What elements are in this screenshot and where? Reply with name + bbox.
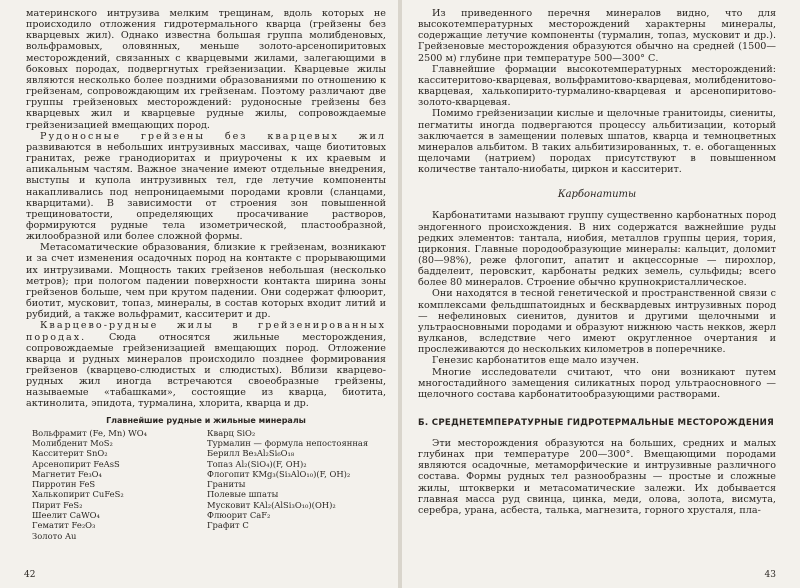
mineral-entry: Шеелит CaWO₄ [32, 510, 100, 520]
mineral-entry: Вольфрамит (Fe, Mn) WO₄ [32, 427, 148, 438]
section-heading: Карбонатиты [557, 189, 637, 201]
paragraph: Генезис карбонатитов еще мало изучен. [432, 355, 640, 367]
paragraph: Карбонатитами называют группу существенно карбонатных пород эндогенного происхождения. В них содержатся важнейшие руды редких элементов: тантала, ниобия, металлов группы церия, тория, циркония. Главные породообразующие минералы: кальцит, доломит (80—98%), реже флогопит, апатит и акцессорные — пирохлор, бадделеит, перовскит, карбонаты редких земель, сульфиды; всего более 80 минералов. Строение обычно крупнокристаллическое. [418, 210, 776, 289]
mineral-entry: Молибденит MoS₂ [32, 437, 113, 448]
mineral-entry: Граниты [207, 479, 246, 490]
paragraph [26, 320, 386, 409]
paragraph: Помимо грейзенизации кислые и щелочные гранитоиды, сиениты, пегматиты иногда подвергаются процессу альбитизации, который заключается в замещении полевых шпатов, кварца и темноцветных минералов альбитом. В таких альбитизированных, т. е. обогащенных щелочами (натрием) породах присутствуют в повышенном количестве тантало-ниобаты, циркон и касситерит. [418, 108, 776, 176]
mineral-entry: Пирротин FeS [32, 479, 96, 490]
mineral-entry: Флогопит KMg₃(Si₃AlO₁₀)(F, OH)₂ [207, 468, 351, 479]
left-page [0, 0, 398, 588]
paragraph: Главнейшие формации высокотемпературных месторождений: касситеритово-кварцевая, вольфрамитово-кварцевая, молибденитово-кварцевая, халькопирито-турмалино-кварцевая и арсенопиритово-золото-кварцевая. [418, 63, 776, 109]
paragraph: Они находятся в тесной генетической и пространственной связи с комплексами фельдшпатоидных и бесквардевых интрузивных пород — нефелиновых сиенитов, дунитов и другими щелочными и ультраосновными породами и образуют нижнюю часть некков, жерл вулканов, вследствие чего имеют округленное очертания и прослеживаются до нескольких километров в поперечнике. [418, 288, 776, 356]
mineral-entry: Берилл Be₃Al₂Si₆O₁₈ [207, 448, 295, 459]
paragraph-text: развиваются в небольших интрузивных массивах, чаще биотитовых гранитах, реже гранодиоритах и приурочены к их краевым и апикальным частям. Важное значение имеют отдельные внедрения, выступы и купола интрузивных тел, где летучие компоненты накапливались под непроницаемыми породами кровли (сланцами, кварцитами). В зависимости от строения зон повышенной трещиноватости, определяющих просачивание растворов, формируются рудные тела изометрической, пластообразной, жилообразной или более сложной формы. [26, 141, 386, 243]
mineral-entry: Касситерит SnO₂ [32, 448, 108, 459]
subheading-inline: Рудоносные грейзены без кварцевых жил [40, 130, 386, 142]
paragraph [26, 131, 386, 243]
page-number: 43 [764, 570, 776, 580]
section-heading: Б. СРЕДНЕТЕМПЕРАТУРНЫЕ ГИДРОТЕРМАЛЬНЫЕ МЕСТОРОЖДЕНИЯ [418, 418, 774, 428]
paragraph: Из приведенного перечня минералов видно, что для высокотемпературных месторождений характерны минералы, содержащие летучие компоненты (турмалин, топаз, мусковит и др.). Грейзеновые месторождения образуются обычно на средней (1500—2500 м) глубине при температуре 500—300° С. [418, 8, 776, 64]
mineral-entry: Золото Au [32, 530, 77, 541]
mineral-entry: Магнетит Fe₃O₄ [32, 468, 102, 479]
page-number: 42 [24, 570, 36, 580]
mineral-entry: Флюорит CaF₂ [207, 510, 271, 520]
mineral-entry: Гематит Fe₂O₃ [32, 520, 96, 531]
subheading-inline: Кварцево-рудные жилы в грейзенированных породах. [26, 320, 386, 343]
paragraph-text: Сюда относятся жильные месторождения, сопровождаемые грейзенизацией вмещающих пород. Отложение кварца и рудных минералов происходило позднее формирования грейзенов (кварцево-слюдистых и слюдистых). Вблизи кварцево-рудных жил иногда встречаются своеобразные грейзены, называемые «табашками», состоящие из кварца, биотита, актинолита, эпидота, турмалина, хлорита, кварца и др. [26, 331, 386, 410]
minerals-column-2 [207, 428, 386, 541]
mineral-entry: Халькопирит CuFeS₂ [32, 489, 124, 500]
right-page [402, 0, 800, 588]
paragraph: Эти месторождения образуются на больших, средних и малых глубинах при температуре 200—300°. Вмещающими породами являются осадочные, метаморфические и интрузивные различного состава. Формы рудных тел разнообразны — простые и сложные жилы, штокверки и метасоматические залежи. Их добывается главная масса руд свинца, цинка, меди, олова, золота, висмута, серебра, урана, асбеста, талька, магнезита, горного хрусталя, пла- [418, 438, 776, 516]
minerals-table-title: Главнейшие рудные и жильные минералы [106, 415, 306, 425]
mineral-entry: Арсенопирит FeAsS [32, 458, 120, 469]
minerals-table [26, 428, 386, 541]
paragraph: материнского интрузива мелким трещинам, вдоль которых не происходило отложения гидротермального кварца (грейзены без кварцевых жил). Однако известна большая группа молибденовых, вольфрамовых, оловянных, меньше золото-арсенопиритовых месторождений, связанных с кварцевыми жилами, залегающими в боковых породах, подвергнутых грейзенизации. Кварцевые жилы являются несколько более поздними образованиями по отношению к грейзенам, сопровождающим их грейзенам. Поэтому различают две группы грейзеновых месторождений: рудоносные грейзены без кварцевых жил и кварцевые рудные жилы, сопровождаемые грейзенизацией вмещающих пород. [26, 8, 386, 131]
mineral-entry: Мусковит KAl₂(AlSi₃O₁₀)(OH)₂ [207, 499, 336, 510]
minerals-column-1 [26, 428, 207, 541]
mineral-entry: Турмалин — формула непостоянная [207, 437, 369, 448]
mineral-entry: Кварц SiO₂ [207, 427, 256, 438]
paragraph: Метасоматические образования, близкие к грейзенам, возникают и за счет изменения осадочных пород на контакте с прорывающими их интрузивами. Мощность таких грейзенов небольшая (несколько метров); при пологом падении поверхности контакта ширина зоны грейзенов больше, чем при крутом падении. Они содержат флюорит, биотит, мусковит, топаз, минералы, в состав которых входит литий и рубидий, а также вольфрамит, касситерит и др. [26, 242, 386, 321]
paragraph: Многие исследователи считают, что они возникают путем многостадийного замещения силикатных пород ультраосновного — щелочного состава карбонатитообразующими растворами. [418, 366, 776, 400]
mineral-entry: Топаз Al₂(SiO₄)(F, OH)₂ [207, 458, 307, 469]
mineral-entry: Графит C [207, 520, 249, 531]
mineral-entry: Пирит FeS₂ [32, 499, 83, 510]
mineral-entry: Полевые шпаты [207, 489, 279, 500]
